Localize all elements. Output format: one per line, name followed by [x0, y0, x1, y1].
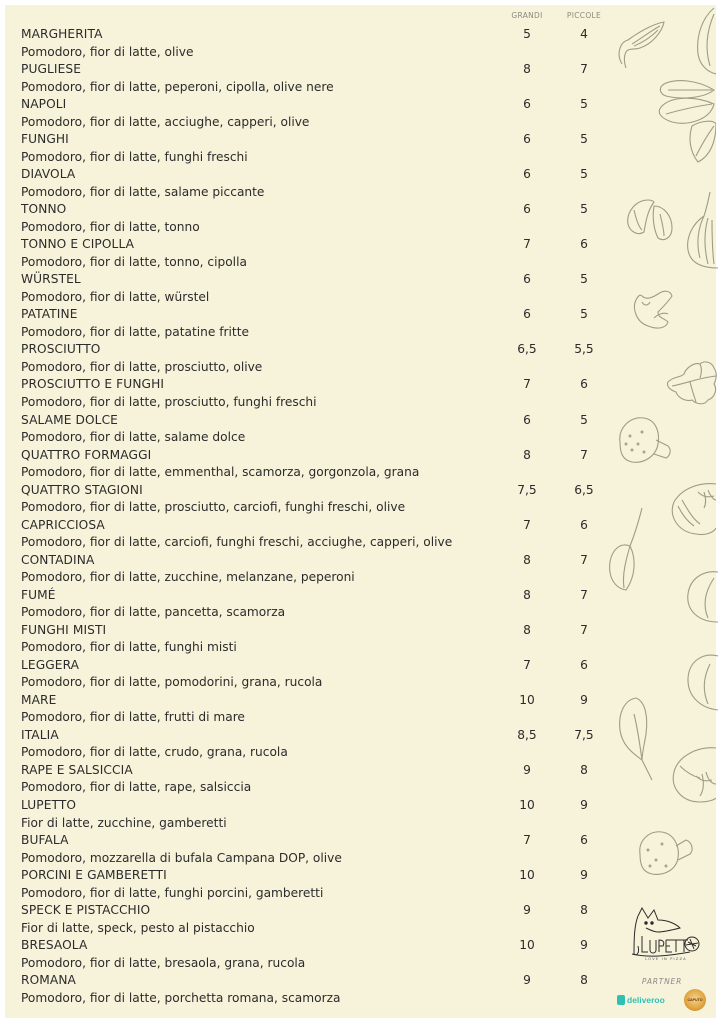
leaf-sketch-icon: [684, 568, 718, 626]
price-piccole: 7: [580, 62, 588, 77]
price-grandi: 10: [519, 868, 535, 883]
pizza-item: [21, 866, 641, 901]
pizza-name: PROSCIUTTO E FUNGHI: [21, 377, 165, 392]
spinach-leaf-sketch-icon: [606, 506, 646, 596]
pizza-item: [21, 305, 641, 340]
price-grandi: 8,5: [517, 727, 537, 742]
price-grandi: 7: [523, 517, 531, 532]
column-header-grandi: GRANDI: [511, 11, 543, 20]
pizza-name: TONNO: [21, 202, 67, 217]
pizza-ingredients: Fior di latte, speck, pesto al pistacchio: [21, 920, 255, 935]
garlic-cloves-sketch-icon: [624, 196, 676, 244]
price-piccole: 5: [580, 202, 588, 217]
pizza-name: PORCINI E GAMBERETTI: [21, 868, 167, 883]
price-piccole: 7,5: [574, 727, 594, 742]
price-grandi: 7: [523, 657, 531, 672]
pizza-name: BRESAOLA: [21, 938, 88, 953]
price-piccole: 8: [580, 903, 588, 918]
spinach-leaf-sketch-icon: [616, 694, 656, 784]
pizza-ingredients: Pomodoro, fior di latte, carciofi, funghi freschi, acciughe, capperi, olive: [21, 535, 453, 550]
mushroom-cap-sketch-icon: [614, 414, 674, 470]
price-grandi: 7: [523, 237, 531, 252]
pizza-ingredients: Pomodoro, fior di latte, funghi freschi: [21, 149, 248, 164]
pizza-name: LUPETTO: [21, 798, 77, 813]
price-grandi: 6: [523, 202, 531, 217]
price-grandi: 8: [523, 552, 531, 567]
pizza-item: [21, 446, 641, 481]
pizza-ingredients: Pomodoro, fior di latte, funghi porcini, gamberetti: [21, 885, 324, 900]
onion-sketch-icon: [684, 188, 718, 272]
mushroom-sketch-icon: [634, 824, 694, 880]
basil-leaves-sketch-icon: [652, 76, 716, 166]
pizza-ingredients: Pomodoro, fior di latte, pomodorini, grana, rucola: [21, 675, 323, 690]
pizza-ingredients: Pomodoro, fior di latte, frutti di mare: [21, 710, 245, 725]
pizza-ingredients: Pomodoro, fior di latte, emmenthal, scamorza, gorgonzola, grana: [21, 465, 420, 480]
leaf-sketch-icon: [688, 6, 716, 76]
column-header-piccole: PICCOLE: [566, 11, 602, 20]
price-piccole: 6: [580, 657, 588, 672]
pizza-item: [21, 691, 641, 726]
pizza-ingredients: Pomodoro, fior di latte, acciughe, capperi, olive: [21, 114, 310, 129]
pizza-name: FUNGHI: [21, 132, 69, 147]
pizza-name: ROMANA: [21, 973, 76, 988]
tomato-sketch-icon: [670, 744, 716, 806]
tomato-sketch-icon: [670, 478, 716, 538]
price-grandi: 6: [523, 97, 531, 112]
price-grandi: 6: [523, 412, 531, 427]
pizza-ingredients: Pomodoro, fior di latte, prosciutto, funghi freschi: [21, 394, 317, 409]
price-grandi: 6: [523, 272, 531, 287]
pizza-ingredients: Pomodoro, fior di latte, bresaola, grana, rucola: [21, 955, 306, 970]
pizza-item: [21, 971, 641, 1006]
price-grandi: 7,5: [517, 482, 537, 497]
pizza-item: [21, 656, 641, 691]
chili-pepper-sketch-icon: [612, 14, 672, 74]
pizza-name: LEGGERA: [21, 657, 80, 672]
price-grandi: 6: [523, 132, 531, 147]
price-piccole: 9: [580, 868, 588, 883]
pizza-ingredients: Pomodoro, fior di latte, prosciutto, carciofi, funghi freschi, olive: [21, 500, 406, 515]
price-grandi: 8: [523, 62, 531, 77]
pizza-ingredients: Pomodoro, fior di latte, pancetta, scamorza: [21, 605, 286, 620]
price-grandi: 6: [523, 307, 531, 322]
price-grandi: 9: [523, 762, 531, 777]
pizza-item: [21, 516, 641, 551]
parsley-sketch-icon: [664, 356, 718, 408]
price-grandi: 10: [519, 692, 535, 707]
price-piccole: 7: [580, 552, 588, 567]
pizza-name: FUNGHI MISTI: [21, 622, 107, 637]
pizza-ingredients: Pomodoro, fior di latte, prosciutto, olive: [21, 359, 263, 374]
price-piccole: 5: [580, 412, 588, 427]
price-piccole: 6: [580, 377, 588, 392]
pizza-name: TONNO E CIPOLLA: [21, 237, 135, 252]
pizza-ingredients: Pomodoro, fior di latte, porchetta romana, scamorza: [21, 990, 341, 1005]
pizza-name: CONTADINA: [21, 552, 95, 567]
pizza-item: [21, 831, 641, 866]
pizza-item: [21, 340, 641, 375]
pizza-item: [21, 200, 641, 235]
price-grandi: 6,5: [517, 342, 537, 357]
price-piccole: 5: [580, 97, 588, 112]
pizza-name: PROSCIUTTO: [21, 342, 101, 357]
deliveroo-partner-logo: [617, 993, 665, 1007]
price-piccole: 7: [580, 622, 588, 637]
pizza-item: [21, 726, 641, 761]
pizza-item: [21, 95, 641, 130]
pizza-item: [21, 165, 641, 200]
price-grandi: 10: [519, 938, 535, 953]
pizza-name: PUGLIESE: [21, 62, 82, 77]
pizza-name: ITALIA: [21, 727, 59, 742]
pizza-ingredients: Pomodoro, fior di latte, peperoni, cipolla, olive nere: [21, 79, 334, 94]
pizza-ingredients: Pomodoro, fior di latte, tonno, cipolla: [21, 254, 247, 269]
price-piccole: 6: [580, 517, 588, 532]
pizza-item: [21, 481, 641, 516]
pizza-name: WÜRSTEL: [21, 272, 81, 287]
pizza-ingredients: Pomodoro, fior di latte, olive: [21, 44, 194, 59]
price-piccole: 8: [580, 973, 588, 988]
pizza-item: [21, 551, 641, 586]
mushroom-sketch-icon: [628, 288, 680, 336]
pizza-name: MARGHERITA: [21, 27, 103, 41]
price-piccole: 6,5: [574, 482, 594, 497]
pizza-name: PATATINE: [21, 307, 78, 322]
pizza-name: MARE: [21, 692, 57, 707]
pizza-name: CAPRICCIOSA: [21, 517, 105, 532]
price-piccole: 8: [580, 762, 588, 777]
price-piccole: 9: [580, 938, 588, 953]
price-grandi: 8: [523, 622, 531, 637]
price-piccole: 9: [580, 798, 588, 813]
pizza-name: QUATTRO STAGIONI: [21, 482, 143, 497]
price-piccole: 4: [580, 27, 588, 41]
pizza-name: FUMÉ: [21, 587, 56, 602]
price-piccole: 7: [580, 447, 588, 462]
deliveroo-kangaroo-icon: [617, 995, 625, 1005]
price-grandi: 10: [519, 798, 535, 813]
price-piccole: 6: [580, 237, 588, 252]
pizza-ingredients: Pomodoro, fior di latte, patatine fritte: [21, 324, 249, 339]
pizza-ingredients: Pomodoro, fior di latte, funghi misti: [21, 640, 237, 655]
pizza-item: [21, 60, 641, 95]
price-grandi: 7: [523, 377, 531, 392]
pizza-item: [21, 586, 641, 621]
pizza-item: [21, 235, 641, 270]
pizza-name: BUFALA: [21, 833, 69, 848]
pizza-item: [21, 130, 641, 165]
brand-tagline: LOVE IN PIZZA: [645, 957, 687, 961]
price-piccole: 7: [580, 587, 588, 602]
price-grandi: 7: [523, 833, 531, 848]
caputo-wordmark: CAPUTO: [687, 998, 703, 1002]
pizza-item: [21, 936, 641, 971]
price-piccole: 5: [580, 272, 588, 287]
pizza-name: NAPOLI: [21, 97, 67, 112]
pizza-item: [21, 901, 641, 936]
pizza-name: RAPE E SALSICCIA: [21, 762, 133, 777]
pizza-name: DIAVOLA: [21, 167, 76, 182]
pizza-name: QUATTRO FORMAGGI: [21, 447, 152, 462]
partner-label: PARTNER: [641, 977, 683, 986]
pizza-ingredients: Pomodoro, mozzarella di bufala Campana DOP, olive: [21, 850, 342, 865]
pizza-name: SPECK E PISTACCHIO: [21, 903, 151, 918]
price-piccole: 5: [580, 132, 588, 147]
price-piccole: 6: [580, 833, 588, 848]
pizza-ingredients: Pomodoro, fior di latte, zucchine, melanzane, peperoni: [21, 570, 355, 585]
price-piccole: 9: [580, 692, 588, 707]
price-piccole: 5: [580, 307, 588, 322]
deliveroo-wordmark: deliveroo: [627, 995, 665, 1005]
pizza-item: [21, 796, 641, 831]
pizza-ingredients: Pomodoro, fior di latte, salame dolce: [21, 430, 246, 445]
price-piccole: 5: [580, 167, 588, 182]
pizza-ingredients: Fior di latte, zucchine, gamberetti: [21, 815, 227, 830]
pizza-item: [21, 270, 641, 305]
price-piccole: 5,5: [574, 342, 594, 357]
price-grandi: 8: [523, 447, 531, 462]
pizza-ingredients: Pomodoro, fior di latte, tonno: [21, 219, 200, 234]
pizza-item: [21, 375, 641, 410]
price-grandi: 6: [523, 167, 531, 182]
leaf-sketch-icon: [684, 650, 718, 714]
pizza-item: [21, 621, 641, 656]
price-grandi: 5: [523, 27, 531, 41]
pizza-ingredients: Pomodoro, fior di latte, würstel: [21, 289, 210, 304]
pizza-item: [21, 411, 641, 446]
pizza-name: SALAME DOLCE: [21, 412, 118, 427]
price-grandi: 8: [523, 587, 531, 602]
price-grandi: 9: [523, 903, 531, 918]
pizza-ingredients: Pomodoro, fior di latte, salame piccante: [21, 184, 265, 199]
caputo-partner-logo: [684, 989, 706, 1011]
pizza-ingredients: Pomodoro, fior di latte, rape, salsiccia: [21, 780, 252, 795]
price-grandi: 9: [523, 973, 531, 988]
pizza-item: [21, 25, 641, 60]
pizza-item: [21, 761, 641, 796]
pizza-ingredients: Pomodoro, fior di latte, crudo, grana, rucola: [21, 745, 288, 760]
pizza-menu-list: [21, 25, 641, 1006]
